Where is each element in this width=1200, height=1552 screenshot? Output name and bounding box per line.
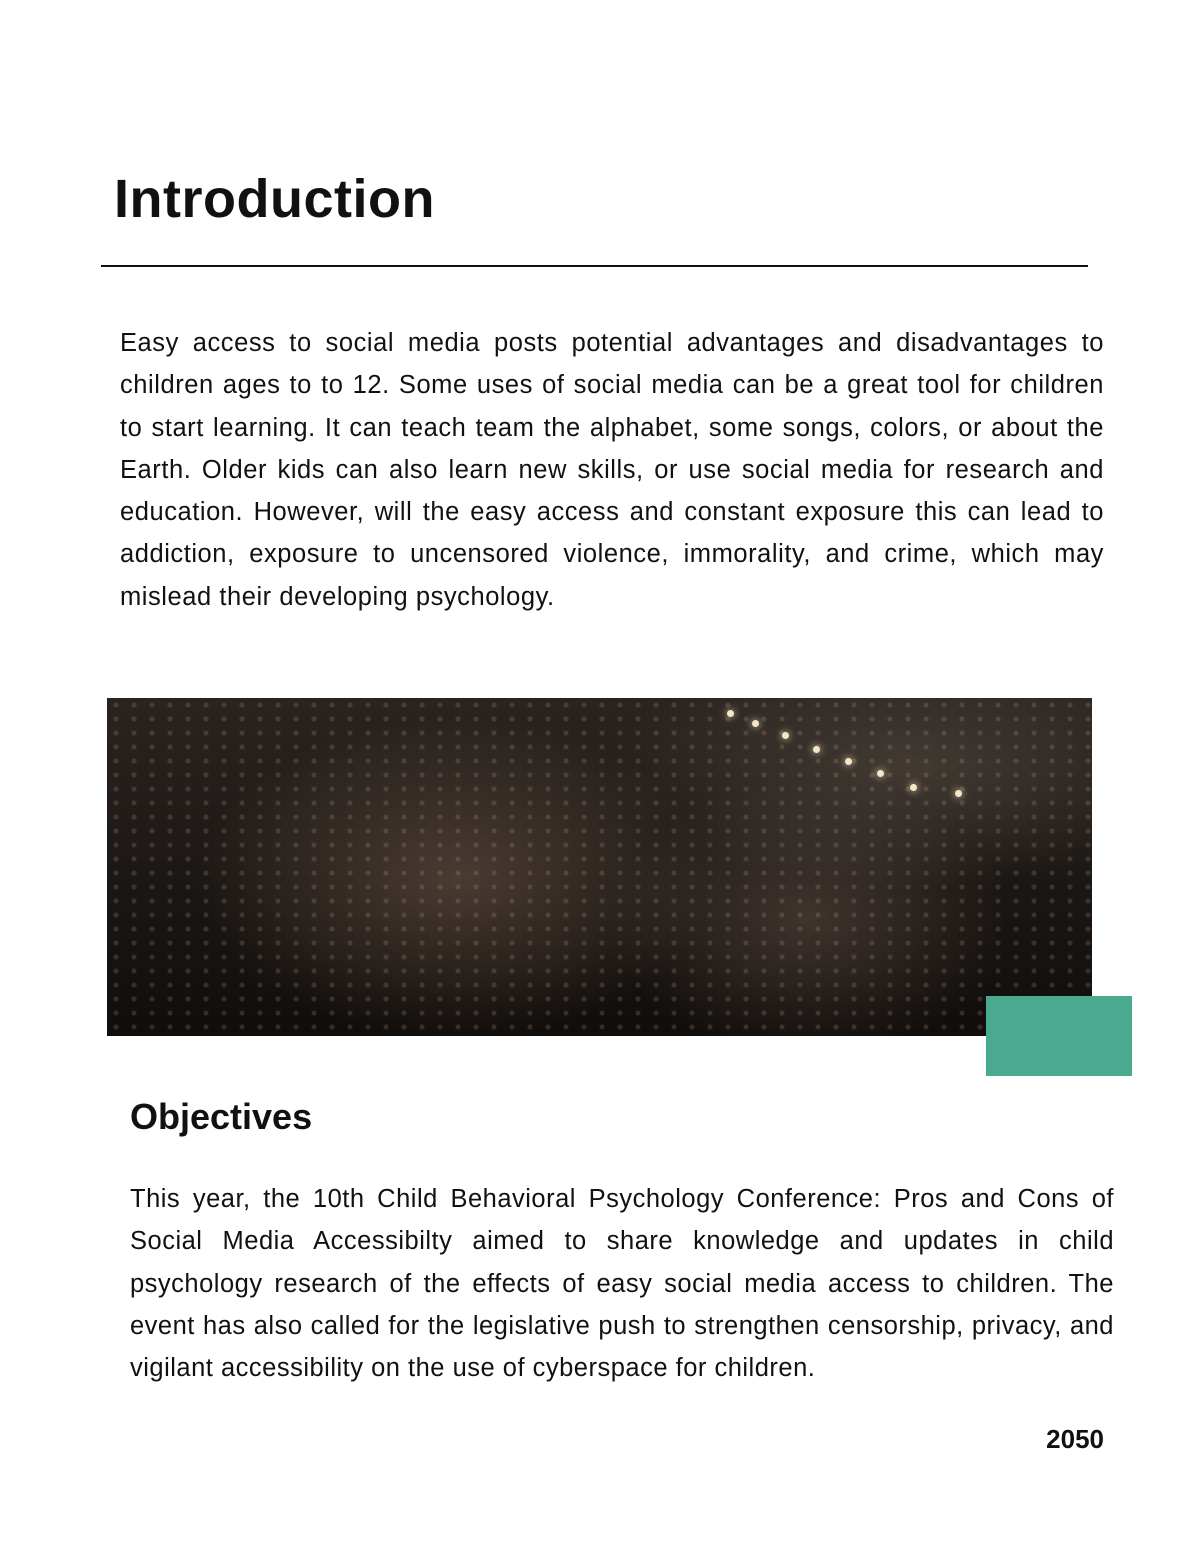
accent-block bbox=[986, 996, 1132, 1076]
conference-audience-photo bbox=[107, 698, 1092, 1036]
page-number: 2050 bbox=[1046, 1424, 1104, 1454]
introduction-heading: Introduction bbox=[114, 169, 435, 229]
introduction-paragraph: Easy access to social media posts potential advantages and disadvantages to children ages to to 12. Some uses of social media can be a great tool for children to start learning. It can teach team the alphabet, some songs, colors, or about the Earth. Older kids can also learn new skills, or use social media for research and education. However, will the easy access and constant exposure this can lead to addiction, exposure to uncensored violence, immorality, and crime, which may mislead their developing psychology. bbox=[120, 329, 1104, 611]
objectives-heading: Objectives bbox=[130, 1096, 313, 1137]
objectives-paragraph: This year, the 10th Child Behavioral Psychology Conference: Pros and Cons of Social Media Accessibilty aimed to share knowledge and updates in child psychology research of the effects of easy social media access to children. The event has also called for the legislative push to strengthen censorship, privacy, and vigilant accessibility on the use of cyberspace for children. bbox=[130, 1185, 1114, 1383]
heading-divider bbox=[101, 265, 1088, 267]
